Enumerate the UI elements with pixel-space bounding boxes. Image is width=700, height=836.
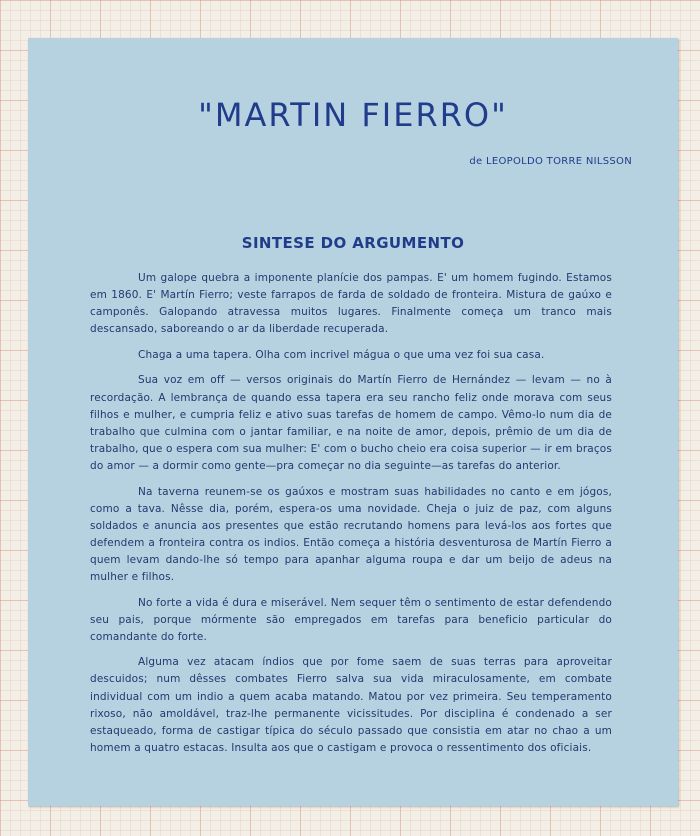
- document-title: "MARTIN FIERRO": [198, 96, 508, 134]
- paragraph: Sua voz em off — versos originais do Martín Fierro de Hernández — levam — no à recordação. A lembrança de quando essa tapera era seu rancho feliz onde morava com seus filhos e mulher, e cumpria feliz e ativo suas tarefas de homem de campo. Vêmo-lo num dia de trabalho que culmina com o jantar familiar, e na noite de amor, depois, prêmio de um dia de trabalho, que o espera com sua mulher: E' com o bucho cheio era coisa superior — ir em braços do amor — a dormir como gente—pra começar no dia seguinte—as tarefas do anterior.: [90, 374, 612, 472]
- paragraph: No forte a vida é dura e miserável. Nem sequer têm o sentimento de estar defendendo seu pais, porque mórmente são empregados em tarefas para beneficio particular do comandante do forte.: [90, 596, 612, 643]
- paragraph: Na taverna reunem-se os gaúxos e mostram suas habilidades no canto e em jógos, como a tava. Nêsse dia, porém, espera-os uma novidade. Cheja o juiz de paz, com alguns soldados e anuncia aos presentes que estão recrutando homens para levá-los aos fortes que defendem a fronteira contra os indios. Então começa a história desventurosa de Martín Fierro a quem levam dando-lhe só tempo para apanhar alguma roupa e dar um beijo de adeus na mulher e filhos.: [90, 485, 612, 583]
- paragraph: Alguma vez atacam índios que por fome saem de suas terras para aproveitar descuidos; num dêsses combates Fierro salva sua vida miraculosamente, em combate individual com um indio a quem acaba matando. Matou por vez primeira. Seu temperamento rixoso, não amoldável, traz-lhe permanente vicissitudes. Por disciplina é condenado a ser estaqueado, forma de castigar típica do século passado que consistia em atar no chao a um homem a quatro estacas. Insulta aos que o castigam e provoca o ressentimento dos oficiais.: [90, 656, 612, 754]
- document-page: [28, 38, 678, 806]
- section-heading: SINTESE DO ARGUMENTO: [241, 234, 465, 252]
- paragraph: Chaga a uma tapera. Olha com incrivel mágua o que uma vez foi sua casa.: [138, 348, 545, 361]
- document-body: [90, 270, 612, 765]
- document-author: de LEOPOLDO TORRE NILSSON: [469, 156, 632, 167]
- paragraph: Um galope quebra a imponente planície dos pampas. E' um homem fugindo. Estamos em 1860. E' Martín Fierro; veste farrapos de farda de soldado de fronteira. Mistura de gaúxo e camponês. Galopando atravessa muitos lugares. Finalmente começa um tranco mais descansado, saboreando o ar da liberdade recuperada.: [90, 272, 612, 336]
